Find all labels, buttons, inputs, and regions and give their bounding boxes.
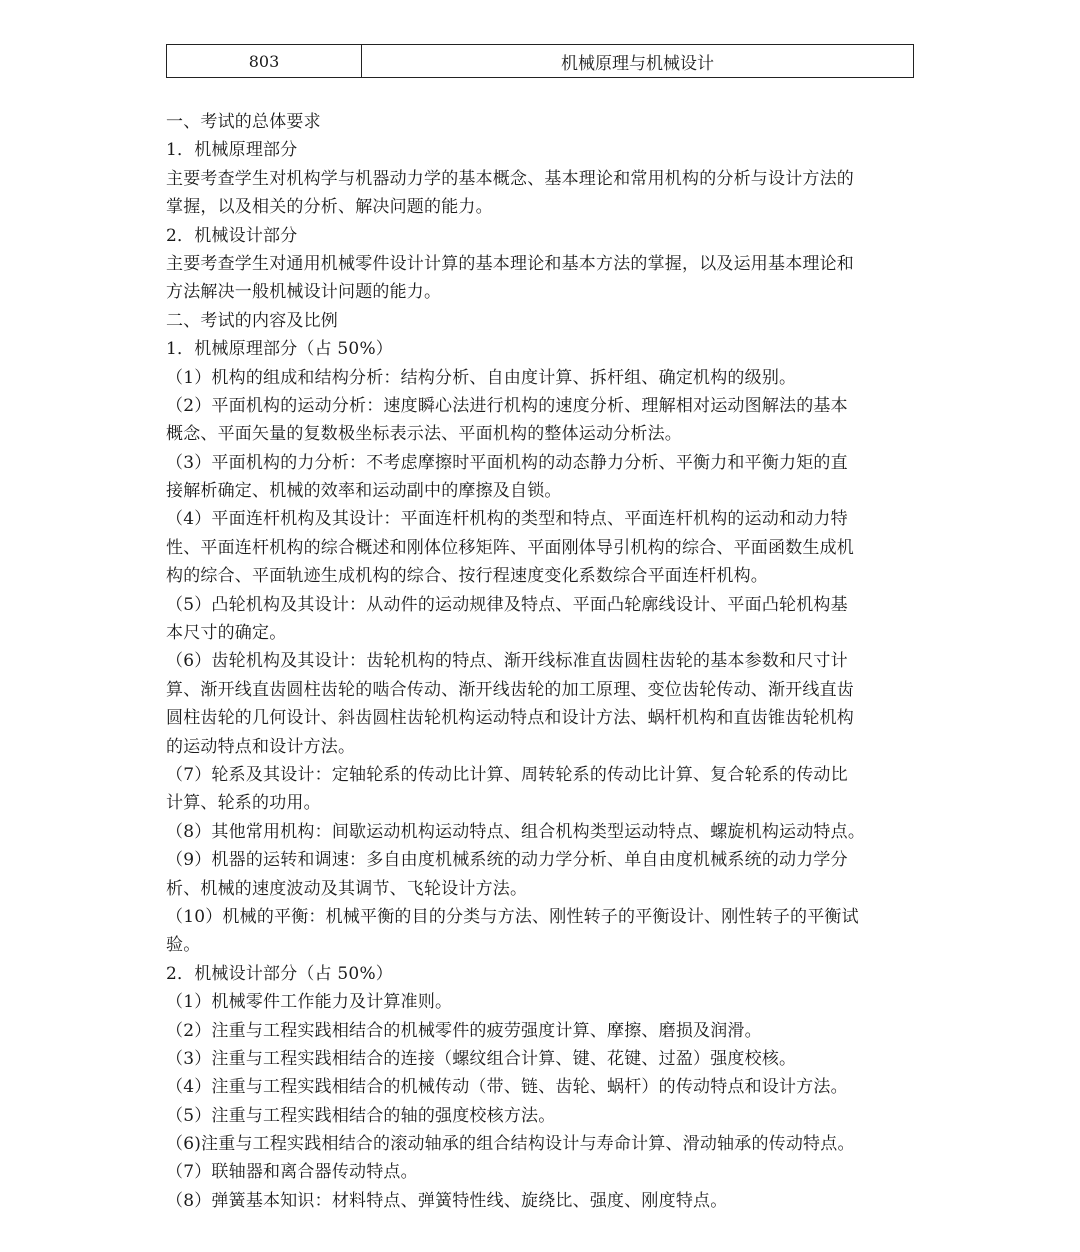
text-line: （8）弹簧基本知识：材料特点、弹簧特性线、旋绕比、强度、刚度特点。 [166, 1190, 728, 1211]
exam-syllabus-text [166, 108, 918, 1215]
text-line: 概念、平面矢量的复数极坐标表示法、平面机构的整体运动分析法。 [166, 424, 682, 445]
text-line: 掌握，以及相关的分析、解决问题的能力。 [166, 197, 493, 218]
text-line: 主要考查学生对通用机械零件设计计算的基本理论和基本方法的掌握，以及运用基本理论和 [166, 253, 854, 274]
text-line: 方法解决一般机械设计问题的能力。 [166, 282, 442, 303]
text-line: （5）注重与工程实践相结合的轴的强度校核方法。 [166, 1105, 556, 1126]
text-line: 构的综合、平面轨迹生成机构的综合、按行程速度变化系数综合平面连杆机构。 [166, 566, 768, 587]
text-line: 本尺寸的确定。 [166, 623, 287, 644]
subject-code: 803 [167, 45, 362, 77]
text-line: （6)注重与工程实践相结合的滚动轴承的组合结构设计与寿命计算、滑动轴承的传动特点。 [166, 1134, 855, 1155]
text-line: （2）平面机构的运动分析：速度瞬心法进行机构的速度分析、理解相对运动图解法的基本 [166, 395, 848, 416]
text-line: （5）凸轮机构及其设计：从动件的运动规律及特点、平面凸轮廓线设计、平面凸轮机构基 [166, 594, 848, 615]
text-line: 算、渐开线直齿圆柱齿轮的啮合传动、渐开线齿轮的加工原理、变位齿轮传动、渐开线直齿 [166, 679, 854, 700]
text-line: 析、机械的速度波动及其调节、飞轮设计方法。 [166, 878, 528, 899]
text-line: 的运动特点和设计方法。 [166, 736, 356, 757]
text-line: 性、平面连杆机构的综合概述和刚体位移矩阵、平面刚体导引机构的综合、平面函数生成机 [166, 537, 854, 558]
text-line: 一、考试的总体要求 [166, 112, 321, 132]
text-line: 接解析确定、机械的效率和运动副中的摩擦及自锁。 [166, 481, 562, 502]
text-line: （2）注重与工程实践相结合的机械零件的疲劳强度计算、摩擦、磨损及润滑。 [166, 1020, 762, 1041]
text-line: （8）其他常用机构：间歇运动机构运动特点、组合机构类型运动特点、螺旋机构运动特点。 [166, 821, 866, 842]
text-line: 2．机械设计部分 [166, 225, 298, 246]
text-line: 二、考试的内容及比例 [166, 310, 338, 331]
text-line: （4）平面连杆机构及其设计：平面连杆机构的类型和特点、平面连杆机构的运动和动力特 [166, 509, 848, 530]
text-line: （7）轮系及其设计：定轴轮系的传动比计算、周转轮系的传动比计算、复合轮系的传动比 [166, 764, 848, 785]
text-line: （3）平面机构的力分析：不考虑摩擦时平面机构的动态静力分析、平衡力和平衡力矩的直 [166, 452, 848, 473]
text-line: （7）联轴器和离合器传动特点。 [166, 1162, 418, 1183]
text-line: 2．机械设计部分（占 50%） [166, 963, 394, 984]
text-line: （10）机械的平衡：机械平衡的目的分类与方法、刚性转子的平衡设计、刚性转子的平衡试 [166, 906, 859, 927]
text-line: （9）机器的运转和调速：多自由度机械系统的动力学分析、单自由度机械系统的动力学分 [166, 850, 848, 871]
text-line: 1．机械原理部分（占 50%） [166, 339, 394, 360]
text-line: 1．机械原理部分 [166, 140, 298, 161]
text-line: （1）机构的组成和结构分析：结构分析、自由度计算、拆杆组、确定机构的级别。 [166, 367, 797, 388]
text-line: 圆柱齿轮的几何设计、斜齿圆柱齿轮机构运动特点和设计方法、蜗杆机构和直齿锥齿轮机构 [166, 708, 854, 729]
header-table [166, 44, 914, 78]
text-line: （4）注重与工程实践相结合的机械传动（带、链、齿轮、蜗杆）的传动特点和设计方法。 [166, 1077, 848, 1098]
subject-title: 机械原理与机械设计 [561, 53, 714, 74]
text-line: 主要考查学生对机构学与机器动力学的基本概念、基本理论和常用机构的分析与设计方法的 [166, 168, 854, 189]
text-line: 验。 [166, 935, 201, 956]
text-line: 计算、轮系的功用。 [166, 793, 321, 814]
text-line: （3）注重与工程实践相结合的连接（螺纹组合计算、键、花键、过盈）强度校核。 [166, 1048, 797, 1069]
text-line: （6）齿轮机构及其设计：齿轮机构的特点、渐开线标准直齿圆柱齿轮的基本参数和尺寸计 [166, 651, 848, 672]
text-line: （1）机械零件工作能力及计算准则。 [166, 992, 453, 1013]
